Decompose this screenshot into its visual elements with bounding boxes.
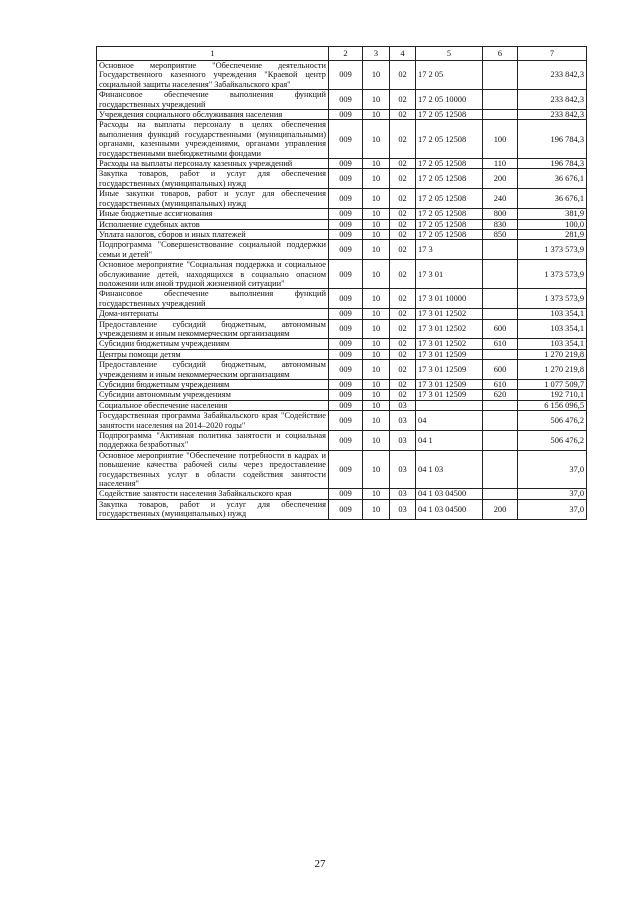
row-subsection-cell: 02: [390, 120, 416, 159]
row-section-cell: 10: [363, 219, 390, 229]
table-row: [97, 189, 587, 209]
row-section-cell: 10: [363, 339, 390, 349]
row-amount-cell: 100,0: [518, 219, 587, 229]
row-grbs-cell: 009: [329, 390, 363, 400]
row-expense-type-cell: 800: [483, 209, 518, 219]
row-expense-type-cell: 620: [483, 390, 518, 400]
table-row: [97, 229, 587, 239]
row-amount-cell: 506 476,2: [518, 431, 587, 451]
row-expense-type-cell: 610: [483, 380, 518, 390]
row-expense-type-cell: 240: [483, 189, 518, 209]
row-name-cell: Субсидии автономным учреждениям: [97, 390, 329, 400]
row-grbs-cell: 009: [329, 289, 363, 309]
row-grbs-cell: 009: [329, 61, 363, 90]
row-name-cell: Финансовое обеспечение выполнения функций государственных учреждений: [97, 289, 329, 309]
table-row: [97, 411, 587, 431]
column-header: 5: [416, 47, 483, 61]
row-amount-cell: 196 784,3: [518, 159, 587, 169]
row-amount-cell: 233 842,3: [518, 61, 587, 90]
row-subsection-cell: 02: [390, 110, 416, 120]
row-grbs-cell: 009: [329, 489, 363, 499]
row-section-cell: 10: [363, 390, 390, 400]
row-expense-type-cell: 850: [483, 229, 518, 239]
row-name-cell: Расходы на выплаты персоналу в целях обеспечения выполнения функций государственными (муниципальными) органами, казенными учреждениями, органами управления государственными внебюджетными фондами: [97, 120, 329, 159]
row-amount-cell: 506 476,2: [518, 411, 587, 431]
row-target-code-cell: 17 3 01 12509: [416, 380, 483, 390]
table-row: [97, 159, 587, 169]
row-amount-cell: 381,9: [518, 209, 587, 219]
row-target-code-cell: 17 3: [416, 240, 483, 260]
row-section-cell: 10: [363, 169, 390, 189]
row-name-cell: Субсидии бюджетным учреждениям: [97, 380, 329, 390]
row-amount-cell: 6 156 096,5: [518, 400, 587, 410]
row-amount-cell: 103 354,1: [518, 309, 587, 319]
row-subsection-cell: 02: [390, 219, 416, 229]
row-section-cell: 10: [363, 159, 390, 169]
row-name-cell: Основное мероприятие "Обеспечение потребности в кадрах и повышение качества рабочей силы через предоставление государственных услуг в области содействия занятости населения": [97, 450, 329, 489]
row-expense-type-cell: 600: [483, 360, 518, 380]
row-grbs-cell: 009: [329, 400, 363, 410]
row-grbs-cell: 009: [329, 159, 363, 169]
table-row: [97, 260, 587, 289]
column-header: 4: [390, 47, 416, 61]
row-amount-cell: 36 676,1: [518, 169, 587, 189]
row-target-code-cell: 04: [416, 411, 483, 431]
row-grbs-cell: 009: [329, 349, 363, 359]
row-grbs-cell: 009: [329, 309, 363, 319]
row-grbs-cell: 009: [329, 339, 363, 349]
row-expense-type-cell: 200: [483, 169, 518, 189]
row-expense-type-cell: [483, 309, 518, 319]
row-expense-type-cell: [483, 260, 518, 289]
table-row: [97, 209, 587, 219]
row-subsection-cell: 02: [390, 209, 416, 219]
row-subsection-cell: 02: [390, 319, 416, 339]
row-name-cell: Основное мероприятие "Социальная поддержка и социальное обслуживание детей, находящихся в социально опасном положении или иной трудной жизненной ситуации": [97, 260, 329, 289]
row-target-code-cell: 04 1: [416, 431, 483, 451]
row-target-code-cell: 17 2 05 12508: [416, 229, 483, 239]
row-expense-type-cell: [483, 61, 518, 90]
budget-table: [96, 46, 587, 520]
table-row: [97, 400, 587, 410]
row-expense-type-cell: [483, 110, 518, 120]
row-amount-cell: 37,0: [518, 489, 587, 499]
row-grbs-cell: 009: [329, 499, 363, 519]
row-section-cell: 10: [363, 110, 390, 120]
row-section-cell: 10: [363, 189, 390, 209]
row-target-code-cell: 17 3 01 12509: [416, 390, 483, 400]
row-section-cell: 10: [363, 450, 390, 489]
table-row: [97, 219, 587, 229]
row-target-code-cell: 17 3 01 12509: [416, 349, 483, 359]
row-expense-type-cell: 110: [483, 159, 518, 169]
table-row: [97, 390, 587, 400]
row-target-code-cell: 17 2 05 12508: [416, 110, 483, 120]
row-grbs-cell: 009: [329, 319, 363, 339]
row-section-cell: 10: [363, 90, 390, 110]
row-expense-type-cell: [483, 450, 518, 489]
row-amount-cell: 281,9: [518, 229, 587, 239]
row-target-code-cell: 17 3 01: [416, 260, 483, 289]
row-name-cell: Основное мероприятие "Обеспечение деятельности Государственного казенного учреждения "Краевой центр социальной защиты населения" Забайкальского края": [97, 61, 329, 90]
row-expense-type-cell: [483, 349, 518, 359]
row-target-code-cell: 17 2 05 10000: [416, 90, 483, 110]
row-subsection-cell: 02: [390, 189, 416, 209]
row-subsection-cell: 03: [390, 499, 416, 519]
row-section-cell: 10: [363, 499, 390, 519]
row-target-code-cell: 17 2 05 12508: [416, 189, 483, 209]
row-amount-cell: 233 842,3: [518, 90, 587, 110]
table-row: [97, 90, 587, 110]
row-expense-type-cell: 610: [483, 339, 518, 349]
row-subsection-cell: 02: [390, 159, 416, 169]
table-row: [97, 61, 587, 90]
row-amount-cell: 103 354,1: [518, 319, 587, 339]
row-section-cell: 10: [363, 309, 390, 319]
row-target-code-cell: 17 2 05 12508: [416, 159, 483, 169]
row-target-code-cell: 04 1 03: [416, 450, 483, 489]
row-grbs-cell: 009: [329, 431, 363, 451]
row-expense-type-cell: [483, 90, 518, 110]
row-grbs-cell: 009: [329, 360, 363, 380]
row-amount-cell: 37,0: [518, 499, 587, 519]
row-amount-cell: 1 077 509,7: [518, 380, 587, 390]
row-amount-cell: 103 354,1: [518, 339, 587, 349]
table-row: [97, 349, 587, 359]
column-header: 3: [363, 47, 390, 61]
row-target-code-cell: 17 2 05 12508: [416, 209, 483, 219]
table-row: [97, 431, 587, 451]
column-header: 7: [518, 47, 587, 61]
row-subsection-cell: 02: [390, 260, 416, 289]
row-amount-cell: 37,0: [518, 450, 587, 489]
row-amount-cell: 196 784,3: [518, 120, 587, 159]
column-header: 2: [329, 47, 363, 61]
row-expense-type-cell: [483, 240, 518, 260]
row-expense-type-cell: 100: [483, 120, 518, 159]
row-section-cell: 10: [363, 431, 390, 451]
row-subsection-cell: 03: [390, 450, 416, 489]
table-row: [97, 110, 587, 120]
row-target-code-cell: 04 1 03 04500: [416, 499, 483, 519]
row-name-cell: Расходы на выплаты персоналу казенных учреждений: [97, 159, 329, 169]
row-target-code-cell: [416, 400, 483, 410]
row-grbs-cell: 009: [329, 380, 363, 390]
row-name-cell: Предоставление субсидий бюджетным, автономным учреждениям и иным некоммерческим организациям: [97, 360, 329, 380]
row-expense-type-cell: 200: [483, 499, 518, 519]
table-row: [97, 380, 587, 390]
row-subsection-cell: 02: [390, 169, 416, 189]
row-grbs-cell: 009: [329, 120, 363, 159]
table-row: [97, 289, 587, 309]
column-header: 1: [97, 47, 329, 61]
row-subsection-cell: 02: [390, 339, 416, 349]
row-target-code-cell: 04 1 03 04500: [416, 489, 483, 499]
row-section-cell: 10: [363, 229, 390, 239]
page-number: 27: [314, 858, 326, 870]
row-name-cell: Закупка товаров, работ и услуг для обеспечения государственных (муниципальных) нужд: [97, 499, 329, 519]
table-row: [97, 489, 587, 499]
row-expense-type-cell: 830: [483, 219, 518, 229]
table-body: [97, 61, 587, 520]
row-name-cell: Закупка товаров, работ и услуг для обеспечения государственных (муниципальных) нужд: [97, 169, 329, 189]
row-expense-type-cell: 600: [483, 319, 518, 339]
row-target-code-cell: 17 3 01 10000: [416, 289, 483, 309]
row-name-cell: Иные бюджетные ассигнования: [97, 209, 329, 219]
row-name-cell: Субсидии бюджетным учреждениям: [97, 339, 329, 349]
row-name-cell: Иные закупки товаров, работ и услуг для обеспечения государственных (муниципальных) нужд: [97, 189, 329, 209]
row-target-code-cell: 17 3 01 12509: [416, 360, 483, 380]
row-grbs-cell: 009: [329, 209, 363, 219]
row-grbs-cell: 009: [329, 229, 363, 239]
row-expense-type-cell: [483, 289, 518, 309]
row-grbs-cell: 009: [329, 90, 363, 110]
row-grbs-cell: 009: [329, 110, 363, 120]
row-section-cell: 10: [363, 400, 390, 410]
row-name-cell: Предоставление субсидий бюджетным, автономным учреждениям и иным некоммерческим организациям: [97, 319, 329, 339]
row-subsection-cell: 02: [390, 380, 416, 390]
row-grbs-cell: 009: [329, 219, 363, 229]
row-name-cell: Центры помощи детям: [97, 349, 329, 359]
row-target-code-cell: 17 3 01 12502: [416, 339, 483, 349]
row-target-code-cell: 17 3 01 12502: [416, 319, 483, 339]
row-amount-cell: 36 676,1: [518, 189, 587, 209]
row-target-code-cell: 17 3 01 12502: [416, 309, 483, 319]
row-subsection-cell: 02: [390, 309, 416, 319]
row-target-code-cell: 17 2 05 12508: [416, 120, 483, 159]
row-section-cell: 10: [363, 319, 390, 339]
table-row: [97, 499, 587, 519]
row-section-cell: 10: [363, 260, 390, 289]
row-subsection-cell: 02: [390, 240, 416, 260]
row-expense-type-cell: [483, 400, 518, 410]
row-expense-type-cell: [483, 411, 518, 431]
row-amount-cell: 1 270 219,8: [518, 349, 587, 359]
row-expense-type-cell: [483, 431, 518, 451]
row-subsection-cell: 03: [390, 431, 416, 451]
row-target-code-cell: 17 2 05: [416, 61, 483, 90]
row-section-cell: 10: [363, 61, 390, 90]
row-subsection-cell: 02: [390, 390, 416, 400]
row-expense-type-cell: [483, 489, 518, 499]
row-name-cell: Подпрограмма "Совершенствование социальной поддержки семьи и детей": [97, 240, 329, 260]
row-section-cell: 10: [363, 411, 390, 431]
row-name-cell: Содействие занятости населения Забайкальского края: [97, 489, 329, 499]
row-subsection-cell: 03: [390, 489, 416, 499]
row-name-cell: Финансовое обеспечение выполнения функций государственных учреждений: [97, 90, 329, 110]
row-section-cell: 10: [363, 289, 390, 309]
row-name-cell: Учреждения социального обслуживания населения: [97, 110, 329, 120]
row-section-cell: 10: [363, 380, 390, 390]
row-subsection-cell: 02: [390, 349, 416, 359]
table-row: [97, 169, 587, 189]
row-grbs-cell: 009: [329, 411, 363, 431]
row-subsection-cell: 03: [390, 411, 416, 431]
row-grbs-cell: 009: [329, 450, 363, 489]
row-name-cell: Подпрограмма "Активная политика занятости и социальная поддержка безработных": [97, 431, 329, 451]
row-section-cell: 10: [363, 349, 390, 359]
row-subsection-cell: 02: [390, 360, 416, 380]
table-row: [97, 240, 587, 260]
row-name-cell: Дома-интернаты: [97, 309, 329, 319]
row-target-code-cell: 17 2 05 12508: [416, 169, 483, 189]
row-subsection-cell: 03: [390, 400, 416, 410]
table-row: [97, 450, 587, 489]
column-header: 6: [483, 47, 518, 61]
row-amount-cell: 192 710,1: [518, 390, 587, 400]
row-name-cell: Исполнение судебных актов: [97, 219, 329, 229]
table-row: [97, 319, 587, 339]
row-subsection-cell: 02: [390, 90, 416, 110]
row-amount-cell: 1 373 573,9: [518, 260, 587, 289]
row-grbs-cell: 009: [329, 189, 363, 209]
row-section-cell: 10: [363, 240, 390, 260]
row-amount-cell: 233 842,3: [518, 110, 587, 120]
row-grbs-cell: 009: [329, 240, 363, 260]
row-name-cell: Государственная программа Забайкальского края "Содействие занятости населения на 2014–2020 годы": [97, 411, 329, 431]
row-name-cell: Уплата налогов, сборов и иных платежей: [97, 229, 329, 239]
row-section-cell: 10: [363, 120, 390, 159]
row-grbs-cell: 009: [329, 169, 363, 189]
row-subsection-cell: 02: [390, 61, 416, 90]
row-target-code-cell: 17 2 05 12508: [416, 219, 483, 229]
table-row: [97, 360, 587, 380]
row-amount-cell: 1 373 573,9: [518, 240, 587, 260]
table-row: [97, 309, 587, 319]
row-subsection-cell: 02: [390, 289, 416, 309]
row-name-cell: Социальное обеспечение населения: [97, 400, 329, 410]
table-row: [97, 120, 587, 159]
row-amount-cell: 1 373 573,9: [518, 289, 587, 309]
row-subsection-cell: 02: [390, 229, 416, 239]
row-amount-cell: 1 270 219,8: [518, 360, 587, 380]
row-section-cell: 10: [363, 209, 390, 219]
row-grbs-cell: 009: [329, 260, 363, 289]
row-section-cell: 10: [363, 360, 390, 380]
table-row: [97, 339, 587, 349]
row-section-cell: 10: [363, 489, 390, 499]
header-row: [97, 47, 587, 61]
